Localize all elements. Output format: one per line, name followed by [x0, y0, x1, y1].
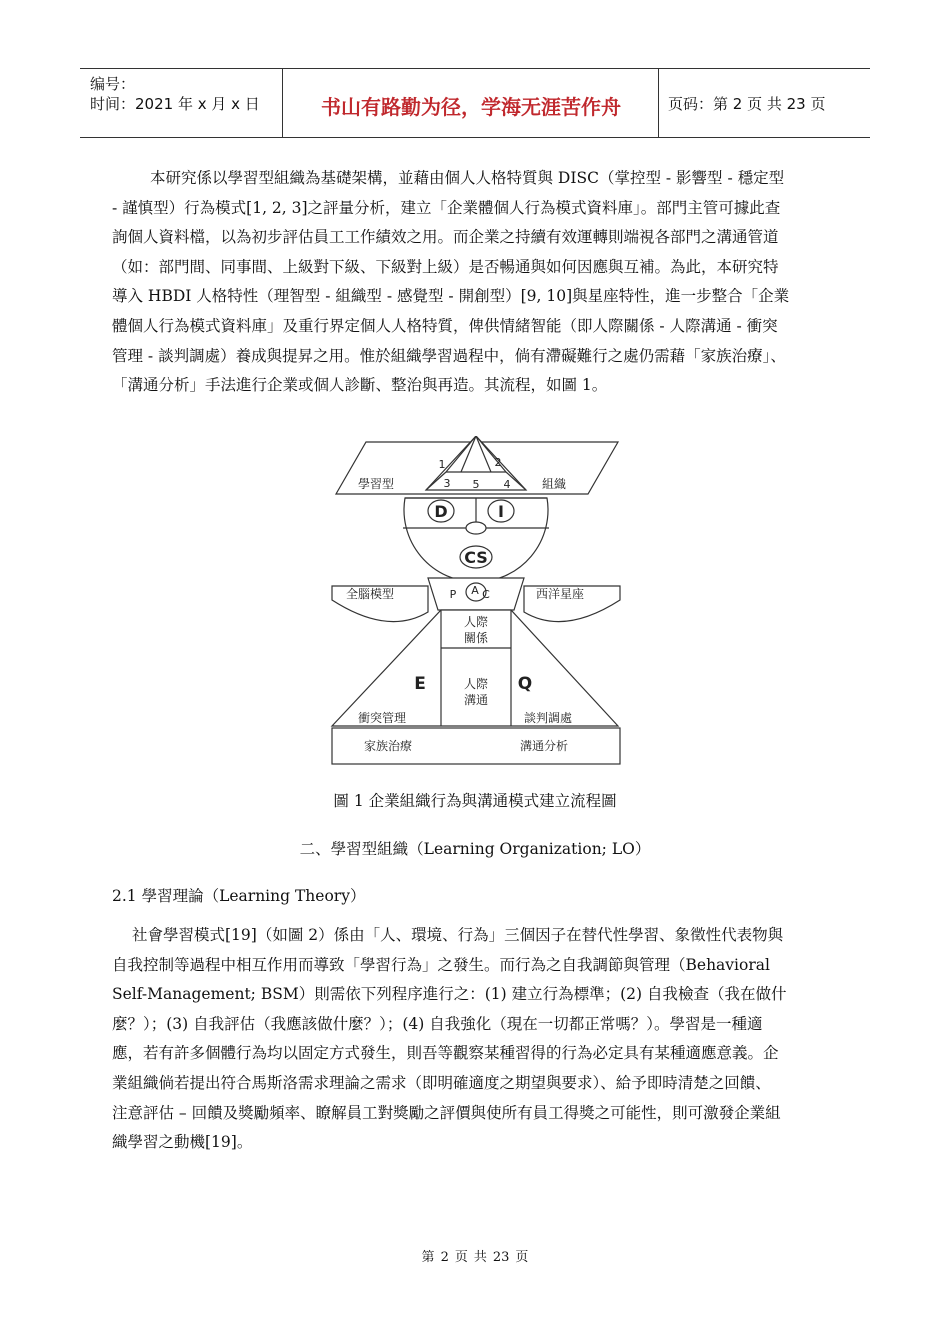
footer-word: 页 — [515, 1250, 529, 1265]
text-line: 詢個人資料檔，以為初步評估員工工作績效之用。而企業之持續有效運轉則端視各部門之溝通管道 — [112, 228, 779, 247]
code-label: 编号： — [90, 75, 136, 93]
text-line: （如：部門間、同事間、上級對下級、下級對上級）是否暢通與如何因應與互補。為此，本研究特 — [112, 257, 779, 276]
q-label: Q — [517, 674, 533, 694]
figure-caption: 圖 1 企業組織行為與溝通模式建立流程圖 — [333, 792, 617, 810]
disc-letter-cs: CS — [464, 548, 488, 567]
header-motto-cell — [284, 69, 659, 137]
disc-letter-d: D — [434, 502, 448, 521]
page-footer — [0, 1246, 950, 1265]
footer-word: 共 — [473, 1250, 487, 1265]
pyramid-label-3: 3 — [443, 477, 451, 490]
left-wing-label: 全腦模型 — [346, 587, 395, 601]
text-line: 導入 HBDI 人格特性（理智型 - 組織型 - 感覺型 - 開創型）[9, 10]與星座特性，進一步整合「企業 — [112, 287, 790, 306]
center-top-label-2: 關係 — [463, 631, 489, 645]
text-line: 麼？）；(3) 自我評估（我應該做什麼？）；(4) 自我強化（現在一切都正常嗎？）。學習是一種適 — [112, 1014, 763, 1033]
text-line: 織學習之動機[19]。 — [112, 1133, 253, 1152]
pac-letter-a: A — [471, 584, 479, 597]
body-paragraph — [112, 921, 842, 1158]
text-line: 自我控制等過程中相互作用而導致「學習行為」之發生。而行為之自我調節與管理（Behavioral — [112, 955, 770, 974]
page-header — [80, 68, 870, 138]
pyramid-label-2: 2 — [494, 456, 502, 469]
page-info: 页码：第 2 页 共 23 页 — [668, 95, 826, 113]
footer-total-pages: 23 — [492, 1250, 510, 1265]
header-page-cell — [660, 69, 870, 137]
pac-letter-p: P — [449, 588, 457, 601]
pyramid-label-5: 5 — [472, 478, 480, 491]
right-skirt-label: 談判調處 — [524, 711, 573, 725]
footer-word: 第 — [421, 1250, 435, 1265]
footer-word: 页 — [454, 1250, 468, 1265]
section-title: 二、學習型組織（Learning Organization; LO） — [299, 840, 651, 858]
right-wing-label: 西洋星座 — [536, 587, 585, 601]
pac-letter-c: C — [482, 588, 490, 601]
text-line: 注意評估 – 回饋及獎勵頻率、瞭解員工對獎勵之評價與使所有員工得獎之可能性，則可激發企業組 — [112, 1103, 781, 1122]
right-hat-label: 組織 — [542, 477, 567, 491]
center-bottom-label-2: 溝通 — [463, 693, 489, 707]
text-line: 本研究係以學習型組織為基礎架構，並藉由個人人格特質與 DISC（掌控型 - 影響型 - 穩定型 — [150, 169, 785, 187]
intro-paragraph — [112, 164, 842, 401]
text-line: 「溝通分析」手法進行企業或個人診斷、整治與再造。其流程，如圖 1。 — [112, 376, 608, 395]
base-right-label: 溝通分析 — [519, 739, 569, 753]
center-top-label-1: 人際 — [463, 615, 489, 629]
left-skirt-label: 衝突管理 — [358, 711, 407, 725]
figure-1-diagram — [328, 436, 624, 768]
e-label: E — [414, 674, 426, 694]
disc-letter-i: I — [498, 502, 504, 521]
motto: 书山有路勤为径，学海无涯苦作舟 — [321, 95, 621, 119]
pyramid-label-4: 4 — [503, 478, 511, 491]
header-info-cell — [80, 69, 283, 137]
text-line: 應，若有許多個體行為均以固定方式發生，則吾等觀察某種習得的行為必定具有某種適應意義。企 — [112, 1044, 779, 1063]
text-line: 管理 - 談判調處）養成與提昇之用。惟於組織學習過程中，倘有滯礙難行之處仍需藉「家族治療」、 — [112, 346, 786, 365]
text-line: 體個人行為模式資料庫」及重行界定個人人格特質，俾供情緒智能（即人際關係 - 人際溝通 - 衝突 — [112, 316, 778, 335]
base-left-label: 家族治療 — [363, 739, 413, 753]
footer-page-number: 2 — [440, 1250, 449, 1265]
text-line: Self-Management; BSM）則需依下列程序進行之：(1) 建立行為標準；(2) 自我檢查（我在做什 — [112, 985, 787, 1004]
pyramid-label-1: 1 — [438, 458, 446, 471]
center-bottom-label-1: 人際 — [463, 677, 489, 691]
text-line: 業組織倘若提出符合馬斯洛需求理論之需求（即明確適度之期望與要求）、給予即時清楚之回饋、 — [112, 1073, 771, 1092]
text-line: - 謹慎型）行為模式[1, 2, 3]之評量分析，建立「企業體個人行為模式資料庫」。部門主管可據此查 — [112, 198, 781, 217]
left-hat-label: 學習型 — [358, 477, 395, 491]
time-label: 时间：2021 年 x 月 x 日 — [90, 95, 260, 113]
subsection-title: 2.1 學習理論（Learning Theory） — [112, 887, 366, 905]
text-line: 社會學習模式[19]（如圖 2）係由「人、環境、行為」三個因子在替代性學習、象徵性代表物與 — [132, 926, 784, 944]
